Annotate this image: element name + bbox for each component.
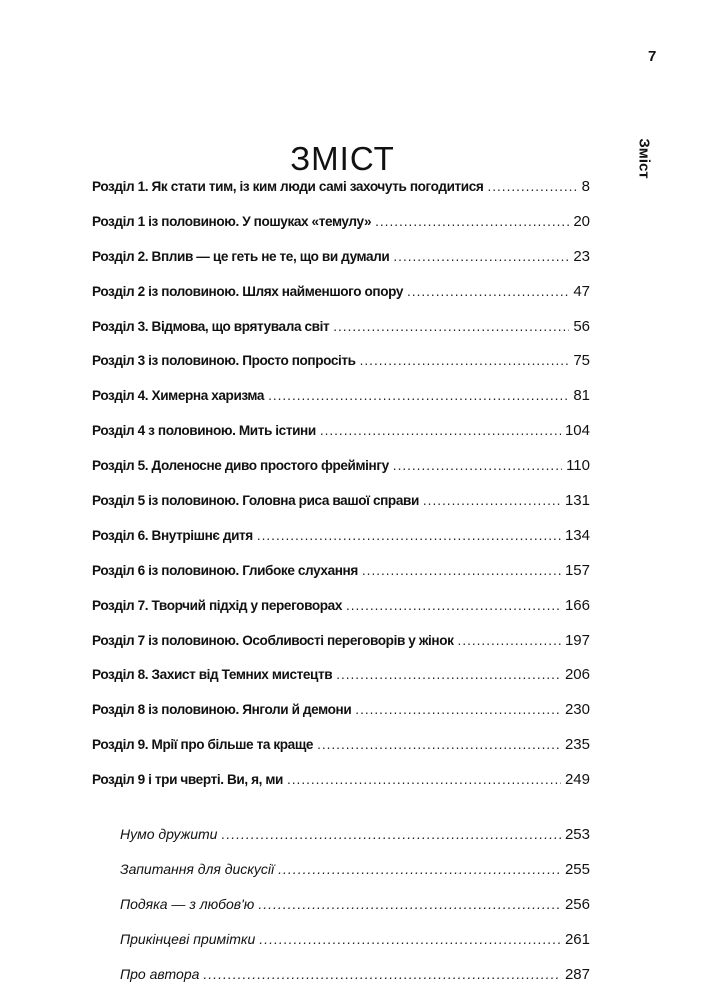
toc-entry [92,736,590,771]
back-matter-label: Нумо дружити [120,826,218,842]
toc-entry [92,457,590,492]
toc-entry [92,422,590,457]
toc-entry-label: Розділ 7. Творчий підхід у переговорах [92,597,342,613]
dot-leader [259,931,561,947]
dot-leader [375,214,569,229]
dot-leader [423,493,561,508]
toc-entry [92,213,590,248]
toc-entry [92,562,590,597]
toc-entry-page: 20 [573,212,590,230]
back-matter-entry [120,966,590,1001]
dot-leader [333,319,569,334]
toc-entry-label: Розділ 4. Химерна харизма [92,388,265,404]
back-matter-page: 255 [564,861,590,878]
dot-leader [407,284,569,299]
back-matter-entry [120,931,590,966]
toc-entry-page: 197 [564,631,590,649]
dot-leader [320,423,561,438]
toc-entry-label: Розділ 6 із половиною. Глибоке слухання [92,562,358,578]
dot-leader [336,667,561,682]
back-matter-label: Про автора [120,966,200,982]
toc-entry [92,283,590,318]
toc-entry-label: Розділ 8 із половиною. Янголи й демони [92,702,352,718]
back-matter-label: Прикінцеві примітки [120,931,256,947]
toc-entry-page: 8 [581,178,590,195]
back-matter-entry [120,861,590,896]
dot-leader [258,896,561,912]
dot-leader [221,826,561,842]
toc-entry [92,701,590,736]
back-matter-page: 253 [564,826,590,843]
toc-entry [92,248,590,283]
toc-entry-label: Розділ 1 із половиною. У пошуках «темулу» [92,213,372,229]
back-matter-label: Запитання для дискусії [120,861,275,877]
back-matter-page: 287 [564,966,590,983]
dot-leader [393,458,562,473]
dot-leader [278,861,561,877]
toc-entry-label: Розділ 2. Вплив — це геть не те, що ви думали [92,248,390,264]
dot-leader [393,249,569,264]
toc-entry-label: Розділ 3 із половиною. Просто попросіть [92,353,356,369]
toc-entry [92,318,590,353]
toc-entry-label: Розділ 4 з половиною. Мить істини [92,423,316,439]
toc-entry [92,492,590,527]
toc-entry-label: Розділ 5. Доленосне диво простого фреймінгу [92,458,389,474]
toc-entry-page: 47 [573,282,590,300]
toc-entry-page: 75 [573,352,590,370]
toc-entry-page: 56 [573,317,590,335]
toc-entry-page: 131 [564,492,590,510]
dot-leader [360,353,570,368]
page-number: 7 [648,48,657,65]
toc-entry [92,666,590,701]
toc-entry-page: 104 [564,422,590,440]
toc-entry-label: Розділ 7 із половиною. Особливості переговорів у жінок [92,632,454,648]
toc-entry-page: 206 [564,666,590,684]
toc-entry [92,527,590,562]
toc-entry-label: Розділ 6. Внутрішнє дитя [92,527,253,543]
toc-entry-label: Розділ 9. Мрії про більше та краще [92,737,314,753]
toc-entry-page: 166 [564,596,590,614]
toc-entry-page: 134 [564,526,590,544]
toc-entry-page: 81 [573,387,590,405]
table-of-contents [92,178,590,806]
toc-entry [92,352,590,387]
back-matter-entry [120,896,590,931]
toc-entry [92,597,590,632]
dot-leader [287,772,561,787]
toc-entry-page: 230 [564,701,590,719]
back-matter-page: 256 [564,896,590,913]
toc-entry-label: Розділ 1. Як стати тим, із ким люди самі захочуть погодитися [92,179,484,194]
page-title: ЗМІСТ [290,140,395,178]
toc-entry-label: Розділ 2 із половиною. Шлях найменшого опору [92,283,404,299]
dot-leader [268,388,569,403]
toc-entry [92,771,590,806]
toc-entry-page: 235 [564,736,590,754]
toc-entry-label: Розділ 5 із половиною. Головна риса вашої справи [92,493,419,509]
back-matter-page: 261 [564,931,590,948]
back-matter-label: Подяка — з любов'ю [120,896,255,912]
toc-entry [92,632,590,667]
toc-entry-page: 23 [573,247,590,265]
dot-leader [346,598,561,613]
toc-entry [92,178,590,213]
toc-entry [92,387,590,422]
dot-leader [487,179,577,194]
toc-entry-page: 157 [564,561,590,579]
toc-entry-page: 249 [564,771,590,789]
back-matter-entry [120,826,590,861]
dot-leader [203,966,561,982]
dot-leader [317,737,561,752]
dot-leader [257,528,561,543]
back-matter-list [120,826,590,1001]
dot-leader [362,563,561,578]
dot-leader [458,633,561,648]
toc-entry-label: Розділ 9 і три чверті. Ви, я, ми [92,772,283,788]
toc-entry-label: Розділ 8. Захист від Темних мистецтв [92,667,333,683]
toc-entry-label: Розділ 3. Відмова, що врятувала світ [92,318,330,334]
running-head-text: Зміст [635,138,653,179]
toc-entry-page: 110 [566,457,590,475]
dot-leader [355,702,561,717]
